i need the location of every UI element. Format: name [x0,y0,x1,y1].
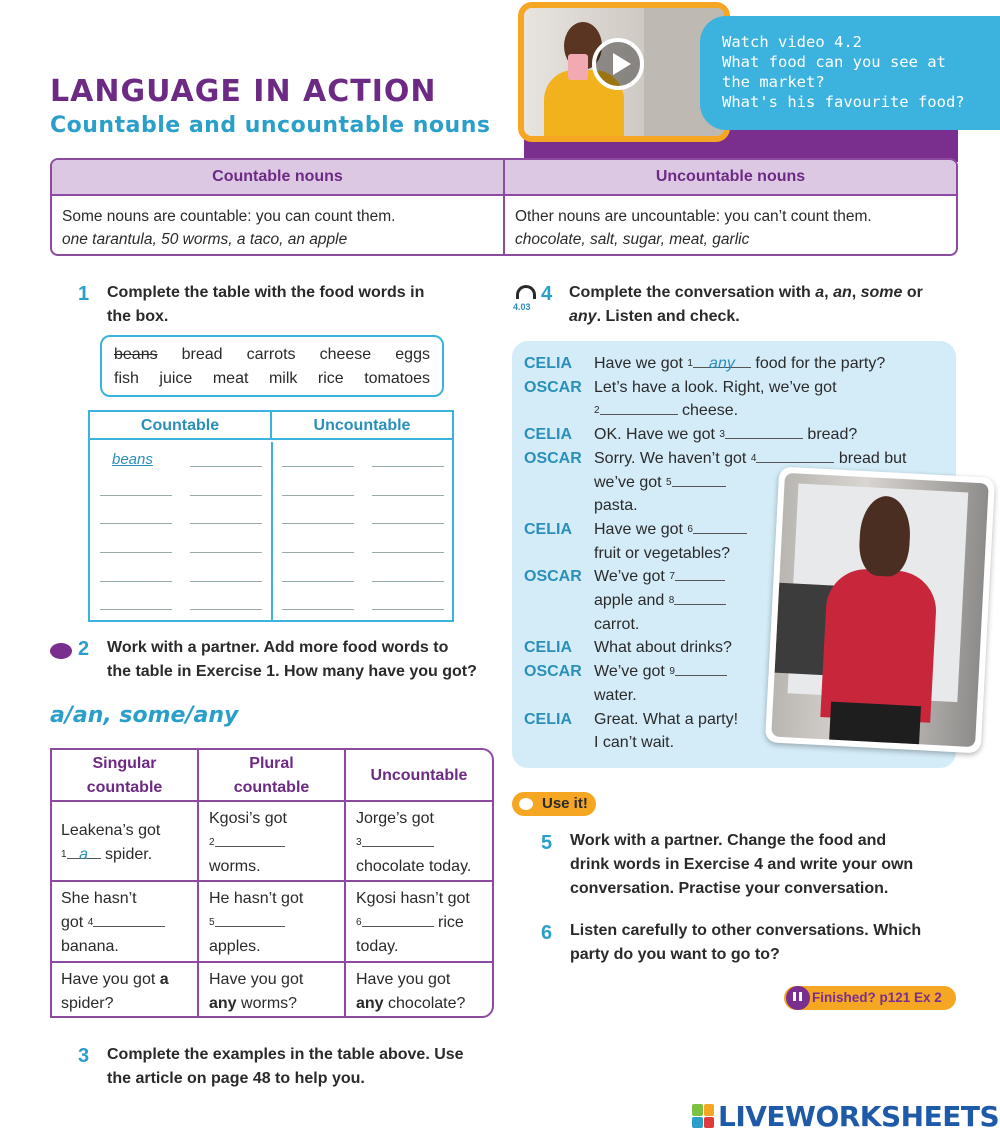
answer-blank[interactable] [100,581,172,582]
ex3-line1: Complete the examples in the table above. Use [107,1046,464,1063]
r2c1-end: banana. [61,938,119,955]
conversation-gap-2[interactable] [600,399,678,415]
conversation-line [594,447,906,471]
ex3-line2: the article on page 48 to help you. [107,1070,365,1087]
cell-r2c3 [356,887,470,959]
r3c3-end: chocolate? [388,995,466,1012]
line-text: I can’t wait. [594,734,675,752]
ex4-word-a: a [815,284,825,301]
sorting-grid [90,442,452,620]
grammar-table [50,748,494,1018]
r2c3-rice: rice [438,914,464,931]
ex4-line2-post: . Listen and check. [596,308,740,325]
cell-r3c1 [61,968,169,1016]
r2c3-end: today. [356,938,399,955]
ex4-line1-pre: Complete the conversation with [569,284,816,301]
page-title: LANGUAGE IN ACTION [50,74,437,109]
r2c1-text: She hasn’t [61,890,137,907]
line-text: fruit or vegetables? [594,544,731,562]
word-rice: rice [317,370,344,387]
use-it-badge: Use it! [512,792,596,816]
video-question-1b: the market? [722,73,825,91]
r3c3-text: Have you got [356,971,451,988]
conversation-line [594,494,638,518]
gap-5-number: 5 [209,917,215,928]
gap-number: 8 [668,595,675,606]
r1c3-text: Jorge’s got [356,810,434,827]
line-text: We’ve got [594,663,665,681]
gap-1-answer[interactable]: a [67,843,101,859]
ex6-line2: party do you want to go to? [570,946,780,963]
conversation-line [594,636,732,660]
ex1-number: 1 [78,283,90,305]
conversation-line [594,542,730,566]
ex3-number: 3 [78,1045,90,1067]
cell-r1c2 [209,807,287,879]
answer-blank[interactable] [100,552,172,553]
speaker-oscar: OSCAR [524,378,582,396]
chequered-flag-icon [786,986,810,1010]
gap-number: 7 [669,571,675,583]
answer-blank[interactable] [190,552,262,553]
speaker-celia: CELIA [524,710,572,728]
answer-blank[interactable] [190,581,262,582]
gap-3-number: 3 [356,837,362,848]
gap-number: 1 [687,358,693,369]
header-plural-l2: countable [233,779,310,796]
conversation-gap-8[interactable] [674,589,726,605]
answer-blank[interactable] [372,523,444,524]
r2c2-text: He hasn’t got [209,890,304,907]
conversation-line [594,518,747,542]
answer-blank[interactable] [190,523,262,524]
answer-blank[interactable] [372,552,444,553]
answer-blank[interactable] [372,609,444,610]
speaker-celia: CELIA [524,520,572,538]
word-juice: juice [159,370,193,387]
r1c1-end: spider. [105,846,153,863]
line-text: carrot. [594,615,640,633]
ex1-instruction [107,281,424,329]
header-singular-l2: countable [86,779,163,796]
conversation-gap-3[interactable] [725,423,803,439]
countable-header: Countable nouns [52,160,505,194]
ex2-number: 2 [78,638,90,660]
speech-bubble-icon [516,795,536,813]
line-text: Sorry. We haven’t got [594,449,747,467]
headphones-icon [516,285,536,299]
conversation-gap-7[interactable] [675,565,725,581]
r1c2-text: Kgosi’s got [209,810,287,827]
answer-blank[interactable] [372,581,444,582]
answer-blank[interactable] [372,495,444,496]
cell-r2c2 [209,887,303,959]
line-text: We’ve got [594,568,665,586]
answer-blank[interactable] [190,466,262,467]
conversation-gap-1[interactable]: any [693,352,751,368]
line-text: Have we got [594,355,683,372]
finished-badge[interactable]: Finished? p121 Ex 2 [784,986,956,1010]
word-milk: milk [268,370,298,387]
conversation-line [594,423,857,447]
ex2-line1: Work with a partner. Add more food words to [107,639,449,656]
gap-2-input[interactable] [215,831,285,847]
liveworksheets-logo[interactable] [692,1100,999,1133]
conversation-line [594,684,637,708]
gap-3-input[interactable] [362,831,434,847]
page-subtitle: Countable and uncountable nouns [50,113,491,138]
video-question-2: What's his favourite food? [722,93,965,111]
ex5-line1: Work with a partner. Change the food and [570,832,887,849]
line-text-after: bread but [838,449,907,467]
gap-6-input[interactable] [362,911,434,927]
word-carrots: carrots [246,346,296,363]
line-text: Great. What a party! [594,710,739,728]
sorting-countable-header: Countable [90,412,272,438]
ex3-instruction [107,1043,464,1091]
r2c3-text: Kgosi hasn’t got [356,890,470,907]
header-plural-l1: Plural [249,755,294,772]
video-question-1a: What food can you see at [722,53,946,71]
ex4-instruction: Complete the conversation with a, an, some or any. Listen and check. [569,284,923,325]
answer-blank[interactable] [190,495,262,496]
line-text-after: food for the party? [755,355,886,372]
speaker-oscar: OSCAR [524,568,582,586]
conversation-gap-6[interactable] [693,518,747,534]
answer-blank[interactable] [282,552,354,553]
cell-r2c1 [61,887,165,959]
line-text: What about drinks? [594,639,732,657]
speaking-icon [50,643,72,659]
logo-text: LIVEWORKSHEETS [718,1100,1000,1133]
header-plural [199,752,344,800]
fridge-photo [765,467,995,754]
ex1-line1: Complete the table with the food words in [107,284,425,301]
ex4-number: 4 [541,283,553,305]
ex4-word-some: some [860,284,903,301]
ex6-number: 6 [541,922,553,944]
gap-2-number: 2 [209,837,215,848]
gap-number: 2 [594,405,600,417]
r3c3-bold: any [356,995,384,1012]
video-title: Watch video 4.2 [722,33,862,51]
gap-number: 4 [750,452,757,464]
conversation-line [594,376,837,400]
audio-track: 4.03 [513,302,531,312]
word-eggs: eggs [395,346,430,363]
answer-blank[interactable] [100,609,172,610]
speaker-oscar: OSCAR [524,663,582,681]
conversation-line [594,399,738,423]
conversation-line [594,731,674,755]
gap-5-input[interactable] [215,911,285,927]
line-text: Have we got [594,520,683,538]
conversation-gap-9[interactable] [675,660,727,676]
answer-blank[interactable] [282,523,354,524]
r2c2-end: apples. [209,938,261,955]
gap-number: 5 [666,476,672,488]
sorting-uncountable-header: Uncountable [313,417,411,434]
word-meat: meat [212,370,249,387]
gap-number: 6 [687,523,693,535]
ex4-word-any: any [569,308,597,325]
r3c2-text: Have you got [209,971,304,988]
conversation-line [594,708,738,732]
r1c2-end: worms. [209,858,261,875]
ex5-instruction [570,829,913,901]
ex2-instruction [107,636,477,684]
ex5-line3: conversation. Practise your conversation. [570,880,889,897]
line-text: water. [594,686,637,704]
ex2-line2: the table in Exercise 1. How many have you got? [107,663,477,680]
countable-examples: one tarantula, 50 worms, a taco, an apple [62,231,348,248]
line-text: Let’s have a look. Right, we’ve got [594,378,837,396]
gap-number: 3 [719,429,725,441]
answer-blank[interactable] [100,495,172,496]
ex6-line1: Listen carefully to other conversations. Which [570,922,922,939]
r1c3-end: chocolate today. [356,858,472,875]
cell-r3c3 [356,968,465,1016]
r3c2-end: worms? [241,995,298,1012]
word-tomatoes: tomatoes [364,370,430,387]
header-singular [52,752,197,800]
speaker-oscar: OSCAR [524,449,582,467]
line-text: we’ve got [594,473,662,491]
example-answer-beans: beans [112,451,153,468]
conversation-gap-4[interactable] [756,447,834,463]
conversation-line [594,565,725,589]
r2c1-got: got [61,914,84,931]
word-fish: fish [114,370,139,387]
noun-rules-table [50,158,958,256]
gap-6-number: 6 [356,917,362,928]
word-bread: bread [181,346,223,363]
line-text: apple and [594,592,665,609]
line-text: OK. Have we got [594,426,715,444]
answer-blank[interactable] [282,466,354,467]
r1c1-text: Leakena’s got [61,822,161,839]
ex4-or: or [906,284,923,301]
r3c1-text: Have you got [61,971,156,988]
cell-r1c1 [61,819,160,867]
ex6-instruction [570,919,921,967]
r3c1-bold: a [159,971,169,988]
conversation-line [594,589,726,613]
conversation-line [594,660,727,684]
speaker-celia: CELIA [524,426,572,444]
header-singular-l1: Singular [92,755,157,772]
uncountable-rule [505,196,956,254]
play-icon[interactable] [592,38,644,90]
gap-4-input[interactable] [93,911,165,927]
r3c1-end: spider? [61,995,114,1012]
answer-blank[interactable] [282,581,354,582]
countable-rule-text: Some nouns are countable: you can count them. [62,208,396,225]
answer-blank[interactable] [282,495,354,496]
uncountable-examples: chocolate, salt, sugar, meat, garlic [515,231,750,248]
word-cheese: cheese [319,346,372,363]
line-text-after: cheese. [682,402,739,420]
line-text-after: bread? [807,426,858,444]
ex5-line2: drink words in Exercise 4 and write your own [570,856,914,873]
video-prompt-bubble [700,16,1000,130]
uncountable-rule-text: Other nouns are uncountable: you can’t count them. [515,208,872,225]
gap-4-number: 4 [87,917,94,928]
ex4-word-an: an [833,284,852,301]
gap-1-number: 1 [61,849,67,860]
speaker-celia: CELIA [524,639,572,657]
conversation-line [594,613,639,637]
answer-blank[interactable] [282,609,354,610]
answer-blank[interactable] [100,523,172,524]
conversation-line [594,471,726,495]
gap-number: 9 [669,666,675,678]
countable-rule [52,196,505,254]
sorting-table [88,410,454,622]
cell-r1c3 [356,807,471,879]
cell-r3c2 [209,968,303,1016]
food-word-box [100,335,444,397]
line-text: pasta. [594,497,638,515]
conversation-gap-5[interactable] [672,471,726,487]
r3c2-bold: any [209,995,237,1012]
uncountable-header: Uncountable nouns [655,168,806,185]
word-beans: beans [114,346,158,363]
grammar-section-title: a/an, some/any [50,703,239,728]
answer-blank[interactable] [190,609,262,610]
answer-blank[interactable] [372,466,444,467]
speaker-celia: CELIA [524,355,572,372]
header-uncountable: Uncountable [370,767,468,784]
conversation-line [594,352,885,376]
ex1-line2: the box. [107,308,169,325]
ex5-number: 5 [541,832,553,854]
